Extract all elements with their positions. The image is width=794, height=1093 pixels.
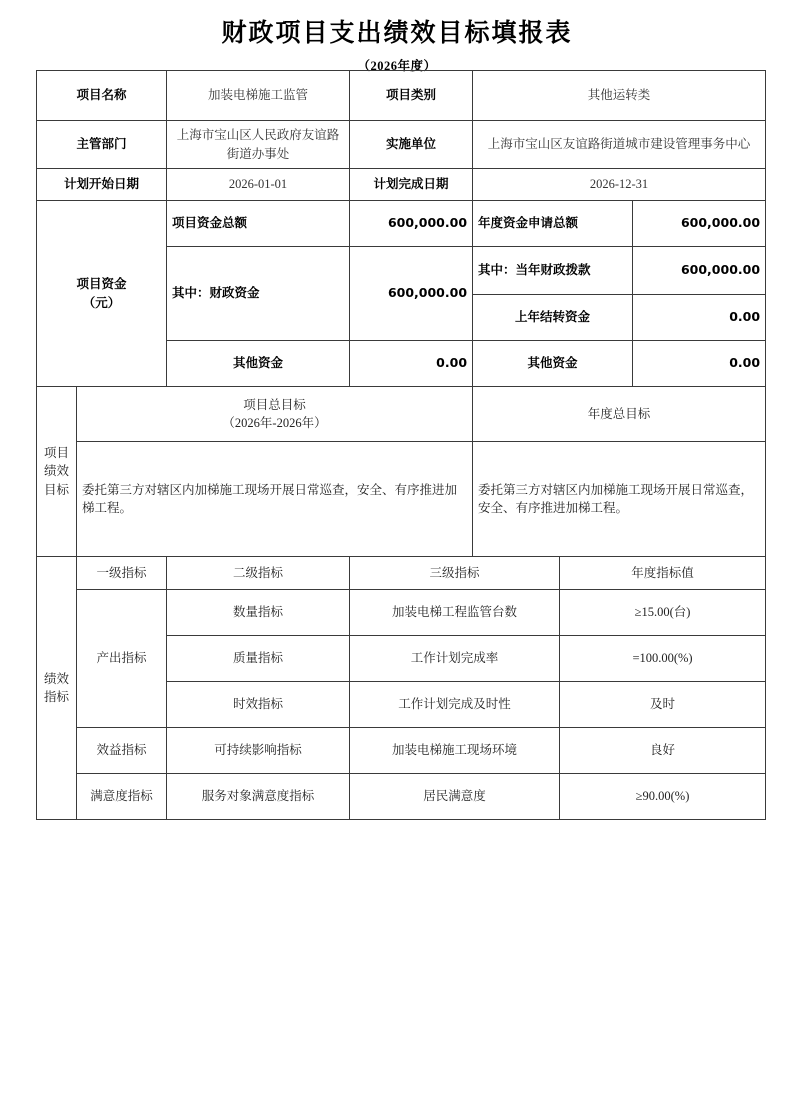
performance-goals-side-label: 项目绩效目标 — [37, 387, 77, 557]
page-subtitle: （2026年度） — [357, 59, 437, 74]
table-row — [37, 774, 766, 820]
annual-goal-header: 年度总目标 — [473, 387, 766, 442]
implementing-unit-label: 实施单位 — [350, 121, 473, 169]
annual-goal-text: 委托第三方对辖区内加梯施工现场开展日常巡查，安全、有序推进加梯工程。 — [473, 442, 766, 557]
supervising-dept-label: 主管部门 — [37, 121, 167, 169]
table-row-dates — [37, 169, 766, 201]
project-category-label: 项目类别 — [350, 71, 473, 121]
funding-annual-other-value: 0.00 — [633, 341, 766, 387]
funding-section-label-line1: 项目资金 — [76, 276, 127, 292]
funding-annual-appropriation-label: 其中：当年财政拨款 — [473, 247, 633, 295]
indicator-level3: 工作计划完成率 — [350, 636, 560, 682]
indicator-header-level2: 二级指标 — [167, 557, 350, 590]
project-goal-header — [77, 387, 473, 442]
supervising-dept-value: 上海市宝山区人民政府友谊路街道办事处 — [167, 121, 350, 169]
funding-other-label: 其他资金 — [167, 341, 350, 387]
indicator-annual-value: 及时 — [560, 682, 766, 728]
funding-fiscal-value: 600,000.00 — [350, 247, 473, 341]
planned-start-label: 计划开始日期 — [37, 169, 167, 201]
project-goal-text: 委托第三方对辖区内加梯施工现场开展日常巡查，安全、有序推进加梯工程。 — [77, 442, 473, 557]
indicator-header-level3: 三级指标 — [350, 557, 560, 590]
project-category-value: 其他运转类 — [473, 71, 766, 121]
indicator-header-level1: 一级指标 — [77, 557, 167, 590]
performance-target-table — [36, 70, 766, 820]
project-goal-header-line2: （2026年-2026年） — [222, 416, 327, 430]
indicator-annual-value: 良好 — [560, 728, 766, 774]
indicator-level2: 质量指标 — [167, 636, 350, 682]
funding-total-value: 600,000.00 — [350, 201, 473, 247]
indicator-level1-benefit: 效益指标 — [77, 728, 167, 774]
indicator-level3: 加装电梯施工现场环境 — [350, 728, 560, 774]
indicator-annual-value: =100.00(%) — [560, 636, 766, 682]
funding-annual-appropriation-value: 600,000.00 — [633, 247, 766, 295]
funding-carryover-value: 0.00 — [633, 295, 766, 341]
indicator-level2: 数量指标 — [167, 590, 350, 636]
planned-end-label: 计划完成日期 — [350, 169, 473, 201]
table-row-project-name — [37, 71, 766, 121]
funding-section-label-line2: （元） — [82, 294, 121, 310]
indicator-level2: 时效指标 — [167, 682, 350, 728]
title-block — [0, 0, 794, 74]
project-goal-header-line1: 项目总目标 — [243, 397, 306, 412]
funding-annual-total-label: 年度资金申请总额 — [473, 201, 633, 247]
table-row-departments — [37, 121, 766, 169]
project-name-label: 项目名称 — [37, 71, 167, 121]
project-name-value: 加装电梯施工监管 — [167, 71, 350, 121]
indicator-level1-output: 产出指标 — [77, 590, 167, 728]
indicator-annual-value: ≥90.00(%) — [560, 774, 766, 820]
table-row-goal-headers — [37, 387, 766, 442]
funding-total-label: 项目资金总额 — [167, 201, 350, 247]
table-row-indicator-headers — [37, 557, 766, 590]
table-row — [37, 590, 766, 636]
indicators-side-label: 绩效指标 — [37, 557, 77, 820]
indicator-header-annual-value: 年度指标值 — [560, 557, 766, 590]
planned-end-value: 2026-12-31 — [473, 169, 766, 201]
planned-start-value: 2026-01-01 — [167, 169, 350, 201]
indicator-level2: 服务对象满意度指标 — [167, 774, 350, 820]
page-title: 财政项目支出绩效目标填报表 — [221, 20, 573, 47]
table-row-funding-total — [37, 201, 766, 247]
implementing-unit-value: 上海市宝山区友谊路街道城市建设管理事务中心 — [473, 121, 766, 169]
funding-fiscal-label: 其中：财政资金 — [167, 247, 350, 341]
indicator-level1-satisfaction: 满意度指标 — [77, 774, 167, 820]
funding-section-label — [37, 201, 167, 387]
funding-annual-total-value: 600,000.00 — [633, 201, 766, 247]
funding-annual-other-label: 其他资金 — [473, 341, 633, 387]
indicator-level3: 加装电梯工程监管台数 — [350, 590, 560, 636]
indicator-level3: 居民满意度 — [350, 774, 560, 820]
funding-carryover-label: 上年结转资金 — [473, 295, 633, 341]
indicator-level2: 可持续影响指标 — [167, 728, 350, 774]
indicator-annual-value: ≥15.00(台) — [560, 590, 766, 636]
indicator-level3: 工作计划完成及时性 — [350, 682, 560, 728]
table-row — [37, 728, 766, 774]
table-row-goal-text — [37, 442, 766, 557]
funding-other-value: 0.00 — [350, 341, 473, 387]
